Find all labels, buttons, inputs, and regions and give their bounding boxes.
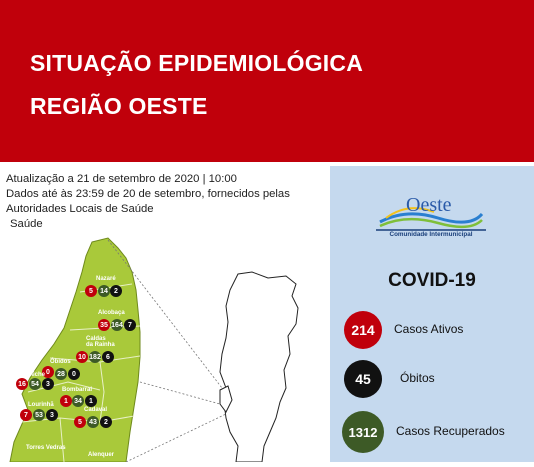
map-label-caldas: Caldas da Rainha bbox=[86, 336, 115, 348]
oeste-logo bbox=[376, 188, 486, 240]
logo-name: Oeste bbox=[406, 194, 452, 216]
obidos-active-badge: 0 bbox=[42, 366, 54, 378]
active-cases-label: Casos Ativos bbox=[394, 322, 464, 336]
logo-subtitle: Comunidade Intermunicipal bbox=[389, 231, 473, 238]
recovered-label: Casos Recuperados bbox=[396, 424, 505, 438]
cadaval-deaths-badge: 2 bbox=[100, 416, 112, 428]
deaths-label: Óbitos bbox=[400, 371, 435, 385]
header-banner bbox=[0, 0, 534, 162]
source-line: Dados até às 23:59 de 20 de setembro, fornecidos pelas bbox=[6, 188, 290, 200]
alcobaca-deaths-badge: 7 bbox=[124, 319, 136, 331]
bombarral-recovered-badge: 34 bbox=[72, 395, 84, 407]
recovered-value: 1312 bbox=[342, 411, 384, 453]
caldas-deaths-badge: 6 bbox=[102, 351, 114, 363]
alcobaca-active-badge: 35 bbox=[98, 319, 110, 331]
region-map bbox=[0, 232, 330, 462]
nazare-recovered-badge: 14 bbox=[98, 285, 110, 297]
map-label-peniche: Peniche bbox=[22, 372, 46, 378]
source-line-2: Autoridades Locais de Saúde bbox=[6, 203, 154, 215]
nazare-deaths-badge: 2 bbox=[110, 285, 122, 297]
map-label-alcobaca: Alcobaça bbox=[98, 310, 125, 316]
lourinha-active-badge: 7 bbox=[20, 409, 32, 421]
nazare-active-badge: 5 bbox=[85, 285, 97, 297]
oeste-map-svg bbox=[0, 232, 330, 462]
update-line: Atualização a 21 de setembro de 2020 | 10:00 bbox=[6, 173, 237, 185]
alcobaca-recovered-badge: 164 bbox=[111, 319, 123, 331]
peniche-active-badge: 16 bbox=[16, 378, 28, 390]
bombarral-active-badge: 1 bbox=[60, 395, 72, 407]
active-cases-value: 214 bbox=[344, 311, 382, 349]
bombarral-deaths-badge: 1 bbox=[85, 395, 97, 407]
page-title: SITUAÇÃO EPIDEMIOLÓGICA bbox=[30, 50, 364, 76]
update-info bbox=[6, 172, 290, 232]
map-label-nazare: Nazaré bbox=[96, 276, 116, 282]
map-label-alenquer: Alenquer bbox=[88, 452, 115, 458]
portugal-outline bbox=[220, 272, 298, 462]
obidos-recovered-badge: 28 bbox=[55, 368, 67, 380]
map-label-obidos: Óbidos bbox=[50, 359, 71, 365]
caldas-active-badge: 10 bbox=[76, 351, 88, 363]
obidos-deaths-badge: 0 bbox=[68, 368, 80, 380]
covid-title: COVID-19 bbox=[388, 270, 476, 291]
caldas-recovered-badge: 182 bbox=[89, 351, 101, 363]
map-label-torres-vedras: Torres Vedras bbox=[26, 445, 66, 451]
peniche-recovered-badge: 54 bbox=[29, 378, 41, 390]
cadaval-active-badge: 5 bbox=[74, 416, 86, 428]
map-label-lourinha: Lourinhã bbox=[28, 402, 54, 408]
peniche-deaths-badge: 3 bbox=[42, 378, 54, 390]
lourinha-deaths-badge: 3 bbox=[46, 409, 58, 421]
map-label-cadaval: Cadaval bbox=[84, 407, 108, 413]
source-line-3: Saúde bbox=[10, 218, 43, 230]
oeste-region-shape bbox=[10, 238, 140, 462]
cadaval-recovered-badge: 43 bbox=[87, 416, 99, 428]
summary-panel bbox=[330, 166, 534, 462]
page-subtitle: REGIÃO OESTE bbox=[30, 93, 208, 119]
map-label-bombarral: Bombarral bbox=[62, 387, 93, 393]
deaths-value: 45 bbox=[344, 360, 382, 398]
lourinha-recovered-badge: 53 bbox=[33, 409, 45, 421]
